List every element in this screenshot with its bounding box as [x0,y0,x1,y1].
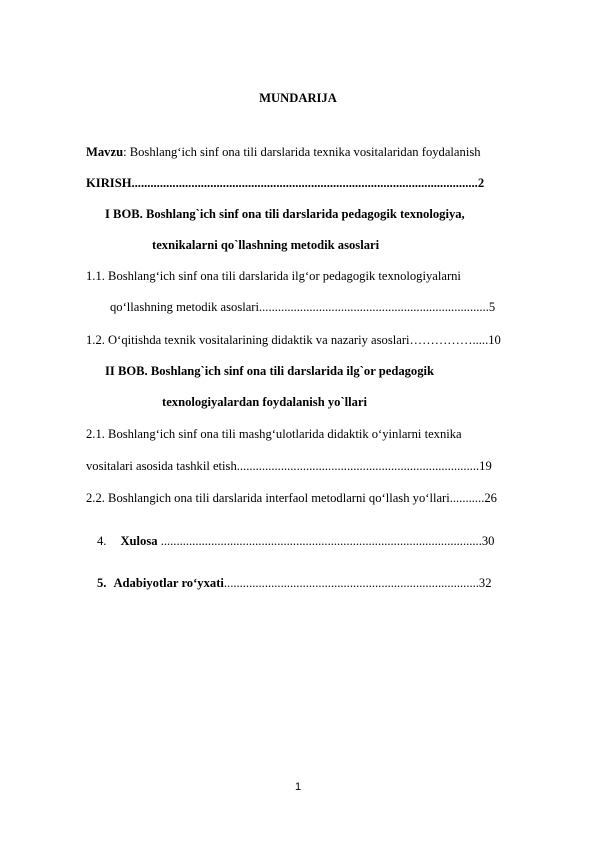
toc-entry-xulosa-title: Xulosa [120,534,158,548]
toc-entry-xulosa-dots: ......................................................................................................30 [157,534,495,548]
toc-entry-1-1-cont: qo‘llashning metodik asoslari.........................................................................5 [110,300,496,314]
toc-entry-kirish: KIRISH..............................................................................................................2 [86,176,485,190]
toc-entry-adabiyotlar-num: 5. [97,576,107,590]
topic-text: : Boshlang‘ich sinf ona tili darslarida texnika vositalaridan foydalanish [123,145,481,159]
toc-entry-adabiyotlar-dots: .................................................................................32 [223,576,492,590]
toc-entry-2-1-cont: vositalari asosida tashkil etish.............................................................................19 [86,459,492,473]
toc-entry-xulosa [97,533,494,549]
toc-entry-2-2: 2.2. Boshlangich ona tili darslarida interfaol metodlarni qo‘llash yo‘llari...........26 [86,491,497,505]
toc-entry-2-1: 2.1. Boshlang‘ich sinf ona tili mashg‘ulotlarida didaktik o‘yinlarni texnika [86,427,462,441]
page-number: 1 [294,781,302,793]
toc-entry-1-1: 1.1. Boshlang‘ich sinf ona tili darslarida ilg‘or pedagogik texnologiyalarni [86,269,461,283]
topic-line [86,144,481,160]
toc-chapter-1-title: I BOB. Boshlang`ich sinf ona tili darslarida pedagogik texnologiya, [105,207,465,221]
toc-chapter-2-title: II BOB. Boshlang`ich sinf ona tili darslarida ilg`or pedagogik [105,364,435,378]
topic-label: Mavzu [86,145,124,159]
page-title: MUNDARIJA [259,91,337,105]
toc-chapter-2-subtitle: texnologiyalardan foydalanish yo`llari [162,395,368,409]
toc-chapter-1-subtitle: texnikalarni qo`llashning metodik asoslari [152,238,380,252]
toc-entry-xulosa-num: 4. [97,534,107,548]
toc-entry-adabiyotlar-title: Adabiyotlar ro‘yxati [113,576,224,590]
toc-entry-adabiyotlar [97,575,492,591]
toc-entry-1-2: 1.2. O‘qitishda texnik vositalarining didaktik va nazariy asoslari…………….....10 [86,333,501,347]
